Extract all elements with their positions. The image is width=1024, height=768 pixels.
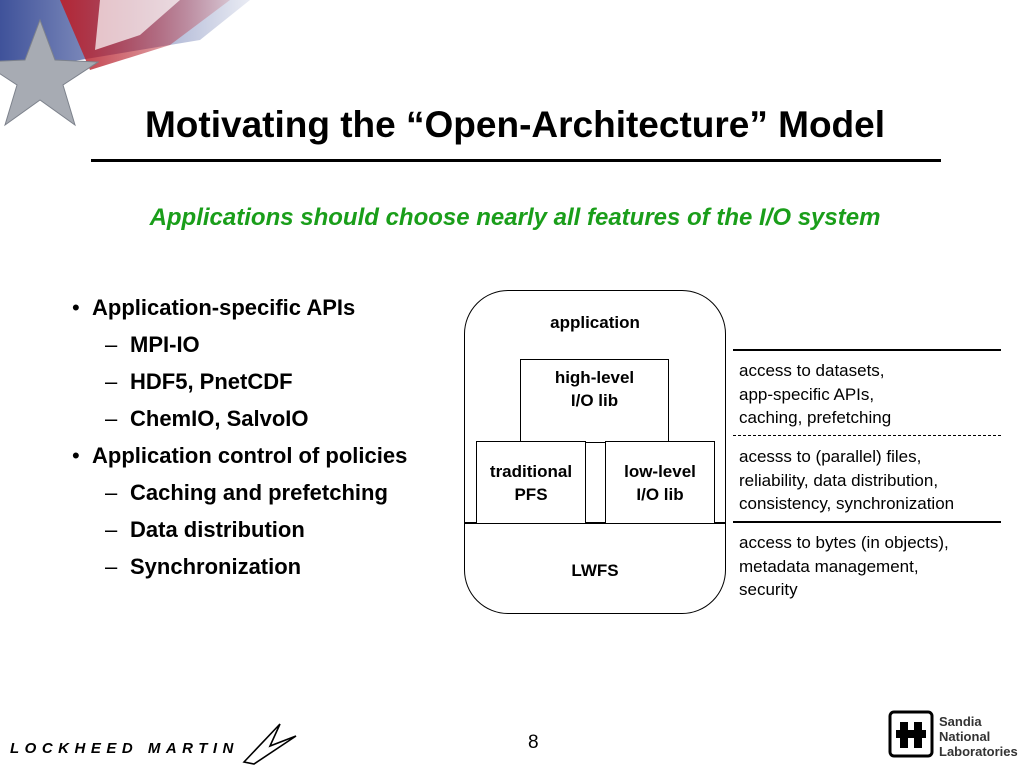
svg-text:LOCKHEED MARTIN: LOCKHEED MARTIN — [10, 740, 239, 757]
lockheed-martin-logo — [8, 722, 298, 768]
annotation-line: reliability, data distribution, — [739, 470, 939, 490]
sub-bullet-item: – Data distribution — [72, 514, 407, 551]
application-label: application — [550, 313, 640, 332]
bullet-item: • Application-specific APIs — [72, 292, 407, 329]
architecture-diagram — [464, 290, 726, 614]
low-level-io-lib-box — [605, 441, 715, 524]
annotation-line: caching, prefetching — [739, 408, 892, 427]
high-level-io-lib-label: I/O lib — [570, 391, 619, 410]
lwfs-label: LWFS — [571, 561, 619, 580]
sub-bullet-item: – ChemIO, SalvoIO — [72, 403, 407, 440]
annotation-line: access to bytes (in objects), — [739, 533, 949, 552]
annotation-top-rule — [733, 349, 1001, 351]
traditional-pfs-box — [476, 441, 586, 524]
annotation-line: consistency, synchronization — [739, 494, 955, 513]
low-level-label: low-level — [624, 462, 696, 481]
sub-bullet-item: – Synchronization — [72, 551, 407, 588]
sub-bullet-item: – HDF5, PnetCDF — [72, 366, 407, 403]
annotation-line: acesss to (parallel) files, — [739, 447, 922, 466]
annotation-line: app-specific APIs, — [739, 384, 875, 404]
bullet-list — [72, 292, 407, 588]
annotation-files — [739, 445, 1019, 516]
traditional-label: traditional — [489, 462, 573, 481]
bullet-item: • Application control of policies — [72, 440, 407, 477]
title-underline — [91, 159, 941, 162]
pfs-label: PFS — [514, 485, 548, 504]
svg-text:National: National — [939, 729, 991, 744]
annotation-line: access to datasets, — [739, 361, 885, 380]
annotation-datasets — [739, 359, 1019, 430]
slide-title: Motivating the “Open-Architecture” Model — [144, 104, 886, 145]
sandia-logo — [888, 708, 1020, 760]
sub-bullet-item: – Caching and prefetching — [72, 477, 407, 514]
annotation-line: security — [739, 580, 798, 599]
high-level-label: high-level — [554, 368, 635, 387]
svg-text:Laboratories: Laboratories — [939, 744, 1018, 759]
annotation-bottom-rule — [733, 521, 1001, 523]
page-number: 8 — [528, 732, 539, 753]
annotation-bytes — [739, 531, 1019, 602]
annotation-line: metadata management, — [739, 556, 919, 576]
slide-subtitle: Applications should choose nearly all features of the I/O system — [149, 204, 881, 231]
low-level-io-lib-label: I/O lib — [636, 485, 684, 504]
sub-bullet-item: – MPI-IO — [72, 329, 407, 366]
annotation-dashed-divider — [733, 435, 1001, 436]
high-level-io-lib-box — [520, 359, 669, 443]
svg-text:Sandia: Sandia — [939, 714, 982, 729]
